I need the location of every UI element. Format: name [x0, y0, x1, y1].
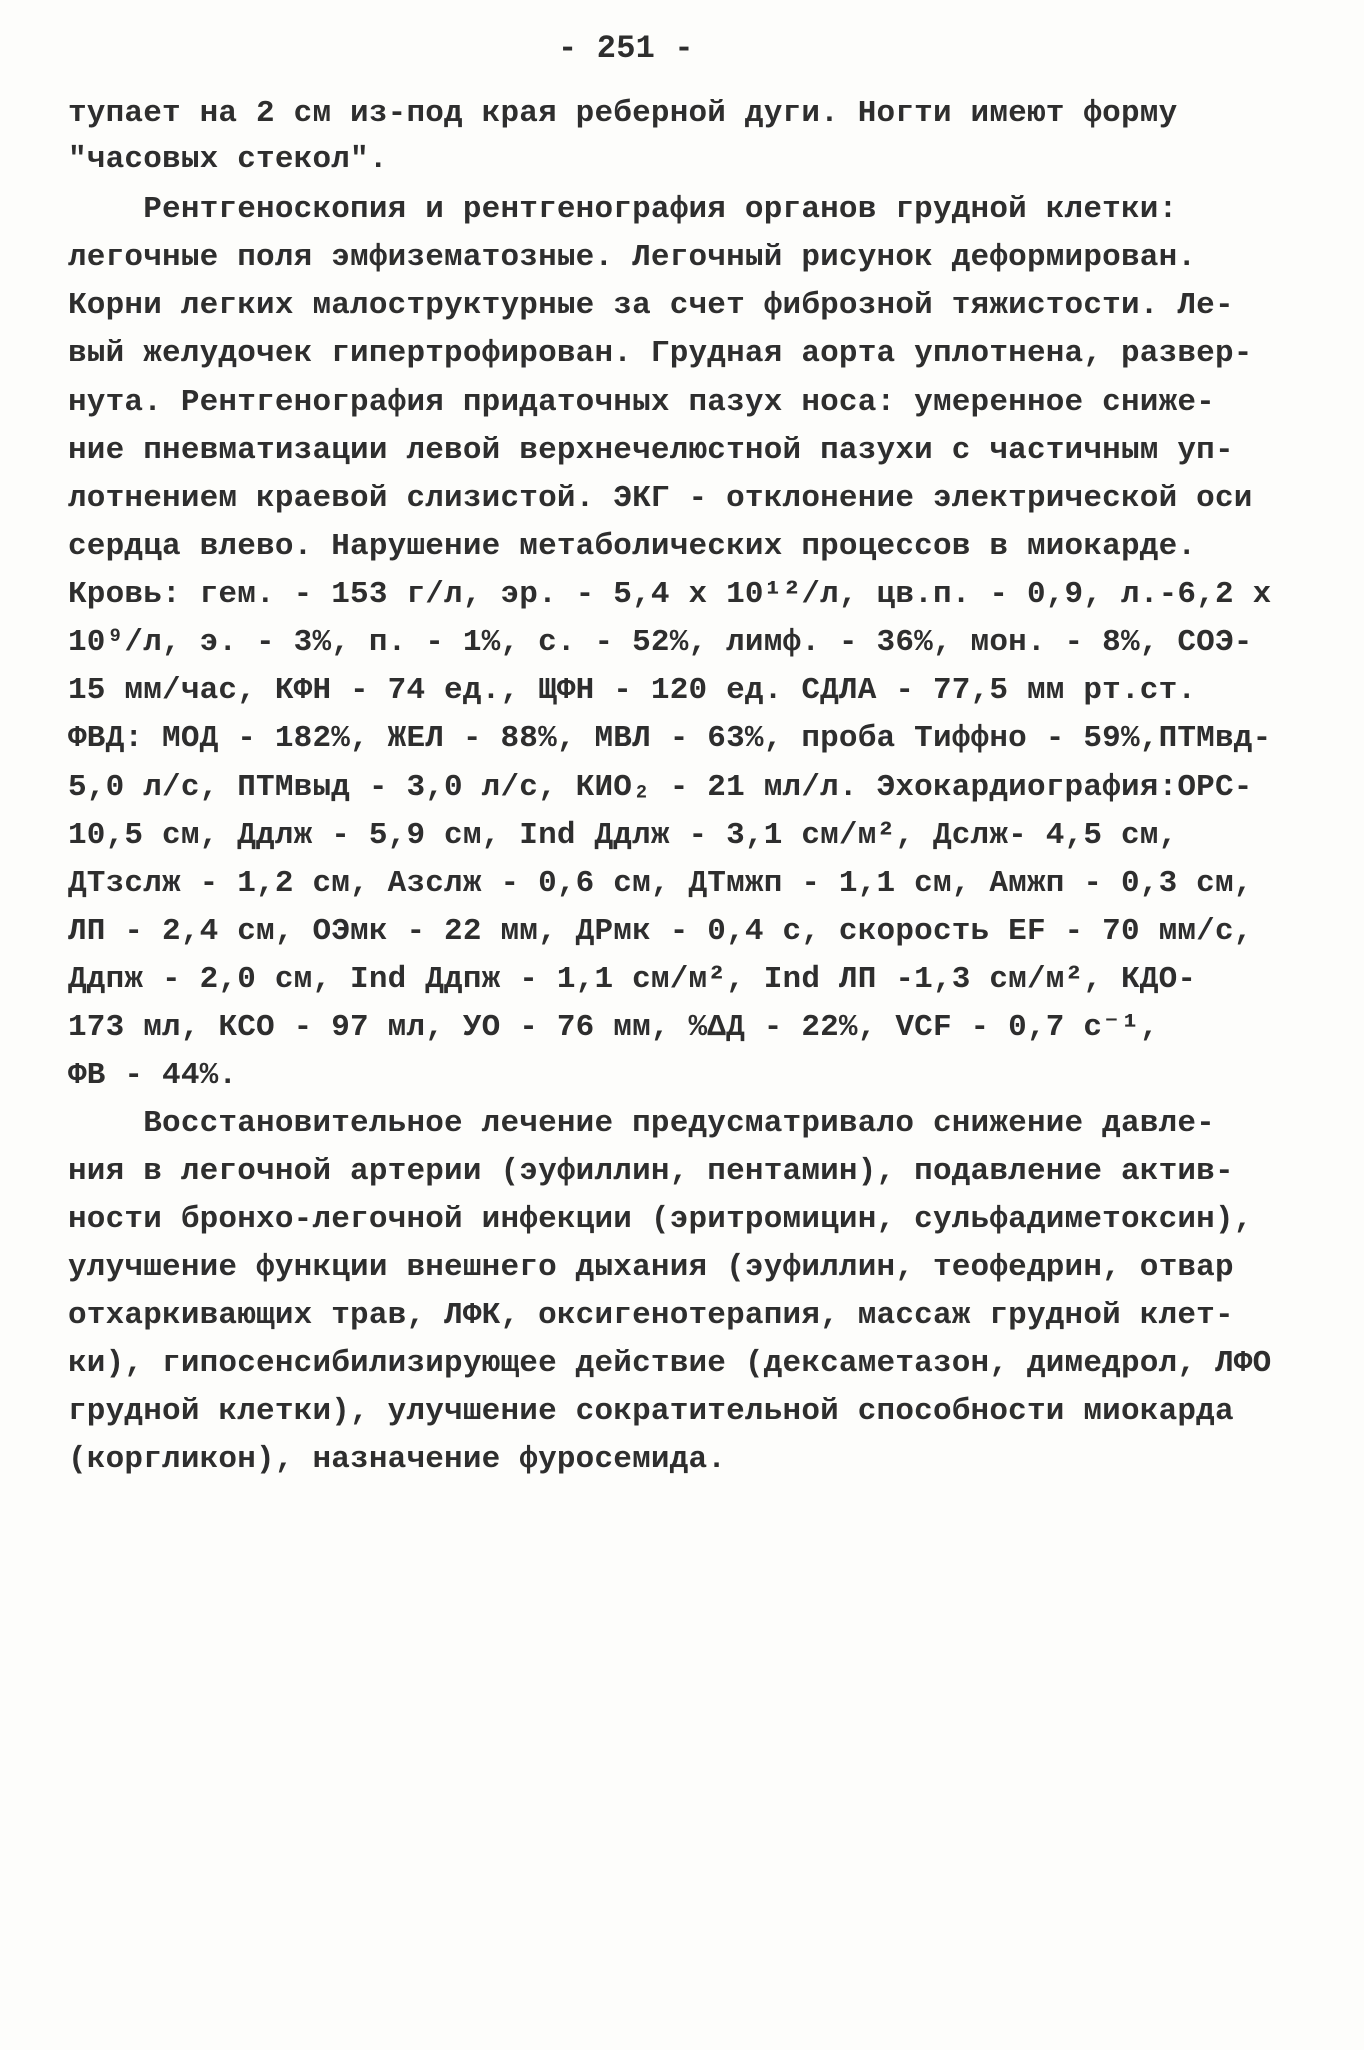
text-line: ки), гипосенсибилизирующее действие (дексаметазон, димедрол, ЛФО	[68, 1346, 1272, 1381]
text-line: нута. Рентгенография придаточных пазух носа: умеренное сниже-	[68, 385, 1215, 420]
text-line: ния в легочной артерии (эуфиллин, пентамин), подавление актив-	[68, 1154, 1234, 1189]
text-line: ности бронхо-легочной инфекции (эритромицин, сульфадиметоксин),	[68, 1202, 1253, 1237]
text-line: Кровь: гем. - 153 г/л, эр. - 5,4 x 10¹²/л, цв.п. - 0,9, л.-6,2 x	[68, 577, 1272, 612]
text-line: 15 мм/час, КФН - 74 ед., ЩФН - 120 ед. СДЛА - 77,5 мм рт.ст.	[68, 673, 1197, 708]
text-line: ние пневматизации левой верхнечелюстной пазухи с частичным уп-	[68, 433, 1234, 468]
text-line: Рентгеноскопия и рентгенография органов грудной клетки:	[68, 192, 1178, 227]
text-line: грудной клетки), улучшение сократительной способности миокарда	[68, 1394, 1234, 1429]
text-line: 5,0 л/с, ПТМвыд - 3,0 л/с, КИО₂ - 21 мл/л. Эхокардиография:ОРС-	[68, 770, 1253, 805]
text-line: отхаркивающих трав, ЛФК, оксигенотерапия, массаж грудной клет-	[68, 1298, 1234, 1333]
text-line: ДТзслж - 1,2 см, Азслж - 0,6 см, ДТмжп - 1,1 см, Амжп - 0,3 см,	[68, 866, 1253, 901]
text-line: "часовых стекол".	[68, 142, 388, 177]
text-line: вый желудочек гипертрофирован. Грудная аорта уплотнена, развер-	[68, 336, 1253, 371]
text-line: сердца влево. Нарушение метаболических процессов в миокарде.	[68, 529, 1197, 564]
text-line: ФВД: МОД - 182%, ЖЕЛ - 88%, МВЛ - 63%, проба Тиффно - 59%,ПТМвд-	[68, 721, 1272, 756]
text-line: 10⁹/л, э. - 3%, п. - 1%, с. - 52%, лимф. - 36%, мон. - 8%, СОЭ-	[68, 625, 1253, 660]
text-line: Восстановительное лечение предусматривало снижение давле-	[68, 1106, 1215, 1141]
text-line: тупает на 2 см из-под края реберной дуги. Ногти имеют форму	[68, 96, 1178, 131]
text-line: ФВ - 44%.	[68, 1058, 238, 1093]
text-line: легочные поля эмфизематозные. Легочный рисунок деформирован.	[68, 240, 1197, 275]
text-line: 173 мл, КСО - 97 мл, УО - 76 мм, %ΔД - 22%, VCF - 0,7 с⁻¹,	[68, 1010, 1159, 1045]
text-line: улучшение функции внешнего дыхания (эуфиллин, теофедрин, отвар	[68, 1250, 1234, 1285]
text-line: Корни легких малоструктурные за счет фиброзной тяжистости. Ле-	[68, 288, 1234, 323]
text-line: 10,5 см, Ддлж - 5,9 см, Ind Ддлж - 3,1 см/м², Дслж- 4,5 см,	[68, 818, 1178, 853]
text-line: Ддпж - 2,0 см, Ind Ддпж - 1,1 см/м², Ind ЛП -1,3 см/м², КДО-	[68, 962, 1197, 997]
text-line: лотнением краевой слизистой. ЭКГ - отклонение электрической оси	[68, 481, 1253, 516]
text-line: ЛП - 2,4 см, ОЭмк - 22 мм, ДРмк - 0,4 с, скорость EF - 70 мм/с,	[68, 914, 1253, 949]
text-line: (коргликон), назначение фуросемида.	[68, 1442, 727, 1477]
page-number: - 251 -	[558, 30, 694, 67]
